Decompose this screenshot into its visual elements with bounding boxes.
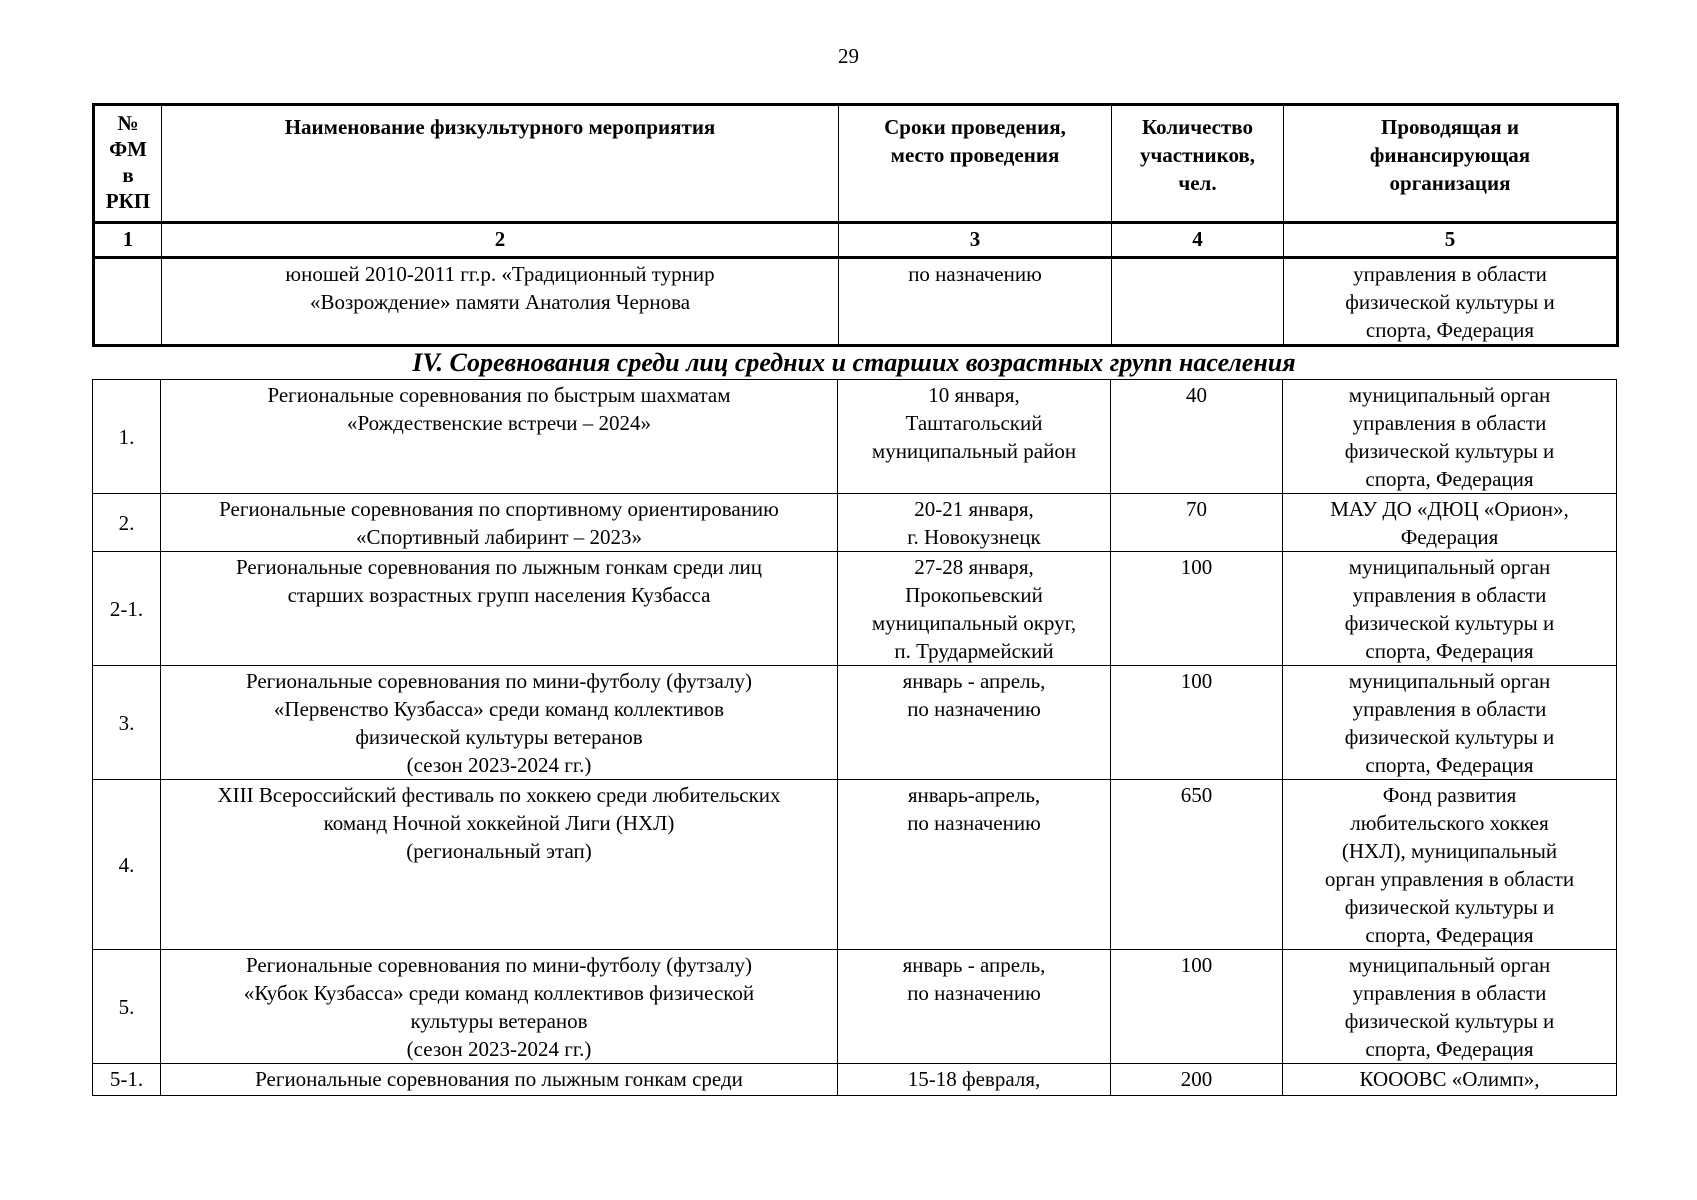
column-number: 4 [1112,223,1284,258]
row-count: 100 [1111,950,1283,1064]
row-number: 3. [93,666,161,780]
table-row [93,1064,1617,1096]
column-number: 1 [94,223,162,258]
row-number: 5. [93,950,161,1064]
row-name: Региональные соревнования по лыжным гонкам среди лиц старших возрастных групп населения Кузбасса [161,552,838,666]
row-number [94,258,162,346]
column-number: 3 [839,223,1112,258]
events-table-body [93,380,1617,1096]
header-col-count: Количество участников, чел. [1112,105,1284,223]
table-row [93,552,1617,666]
row-count: 200 [1111,1064,1283,1096]
row-name: Региональные соревнования по спортивному ориентированию «Спортивный лабиринт – 2023» [161,494,838,552]
row-number: 2. [93,494,161,552]
row-organization: муниципальный орган управления в области физической культуры и спорта, Федерация [1283,552,1617,666]
row-count: 650 [1111,780,1283,950]
row-name: Региональные соревнования по мини-футболу (футзалу) «Первенство Кузбасса» среди команд коллективов физической культуры ветеранов (сезон 2023-2024 гг.) [161,666,838,780]
row-number: 5-1. [93,1064,161,1096]
header-col-name: Наименование физкультурного мероприятия [162,105,839,223]
row-organization: Фонд развития любительского хоккея (НХЛ), муниципальный орган управления в области физической культуры и спорта, Федерация [1283,780,1617,950]
row-organization: муниципальный орган управления в области физической культуры и спорта, Федерация [1283,380,1617,494]
row-dates: 27-28 января, Прокопьевский муниципальный округ, п. Трудармейский [838,552,1111,666]
table-row [93,380,1617,494]
continuation-row [94,258,1618,346]
events-table [92,379,1617,1096]
row-dates: 10 января, Таштагольский муниципальный район [838,380,1111,494]
row-count: 70 [1111,494,1283,552]
row-dates: по назначению [839,258,1112,346]
row-number: 2-1. [93,552,161,666]
header-col-dates: Сроки проведения, место проведения [839,105,1112,223]
row-name: Региональные соревнования по мини-футболу (футзалу) «Кубок Кузбасса» среди команд коллективов физической культуры ветеранов (сезон 2023-2024 гг.) [161,950,838,1064]
table-row [93,780,1617,950]
header-col-organization: Проводящая и финансирующая организация [1284,105,1618,223]
row-count: 40 [1111,380,1283,494]
table-row [93,494,1617,552]
row-organization: КОООВС «Олимп», [1283,1064,1617,1096]
row-dates: январь - апрель, по назначению [838,666,1111,780]
row-number: 4. [93,780,161,950]
table-header [92,103,1619,347]
row-dates: 15-18 февраля, [838,1064,1111,1096]
section-title: IV. Соревнования среди лиц средних и старших возрастных групп населения [412,348,1296,377]
header-col-number: № ФМ в РКП [94,105,162,223]
row-organization: управления в области физической культуры и спорта, Федерация [1284,258,1618,346]
page-number: 29 [838,44,859,68]
row-count: 100 [1111,552,1283,666]
row-name: Региональные соревнования по лыжным гонкам среди [161,1064,838,1096]
table-row [93,666,1617,780]
table-row [93,950,1617,1064]
row-organization: МАУ ДО «ДЮЦ «Орион», Федерация [1283,494,1617,552]
row-number: 1. [93,380,161,494]
row-organization: муниципальный орган управления в области физической культуры и спорта, Федерация [1283,950,1617,1064]
row-name: юношей 2010-2011 гг.р. «Традиционный турнир «Возрождение» памяти Анатолия Чернова [162,258,839,346]
row-count: 100 [1111,666,1283,780]
row-count [1112,258,1284,346]
row-organization: муниципальный орган управления в области физической культуры и спорта, Федерация [1283,666,1617,780]
column-number-row [94,223,1618,258]
row-name: Региональные соревнования по быстрым шахматам «Рождественские встречи – 2024» [161,380,838,494]
row-name: XIII Всероссийский фестиваль по хоккею среди любительских команд Ночной хоккейной Лиги (НХЛ) (региональный этап) [161,780,838,950]
row-dates: январь - апрель, по назначению [838,950,1111,1064]
column-number: 5 [1284,223,1618,258]
row-dates: январь-апрель, по назначению [838,780,1111,950]
column-number: 2 [162,223,839,258]
row-dates: 20-21 января, г. Новокузнецк [838,494,1111,552]
header-row [94,105,1618,223]
